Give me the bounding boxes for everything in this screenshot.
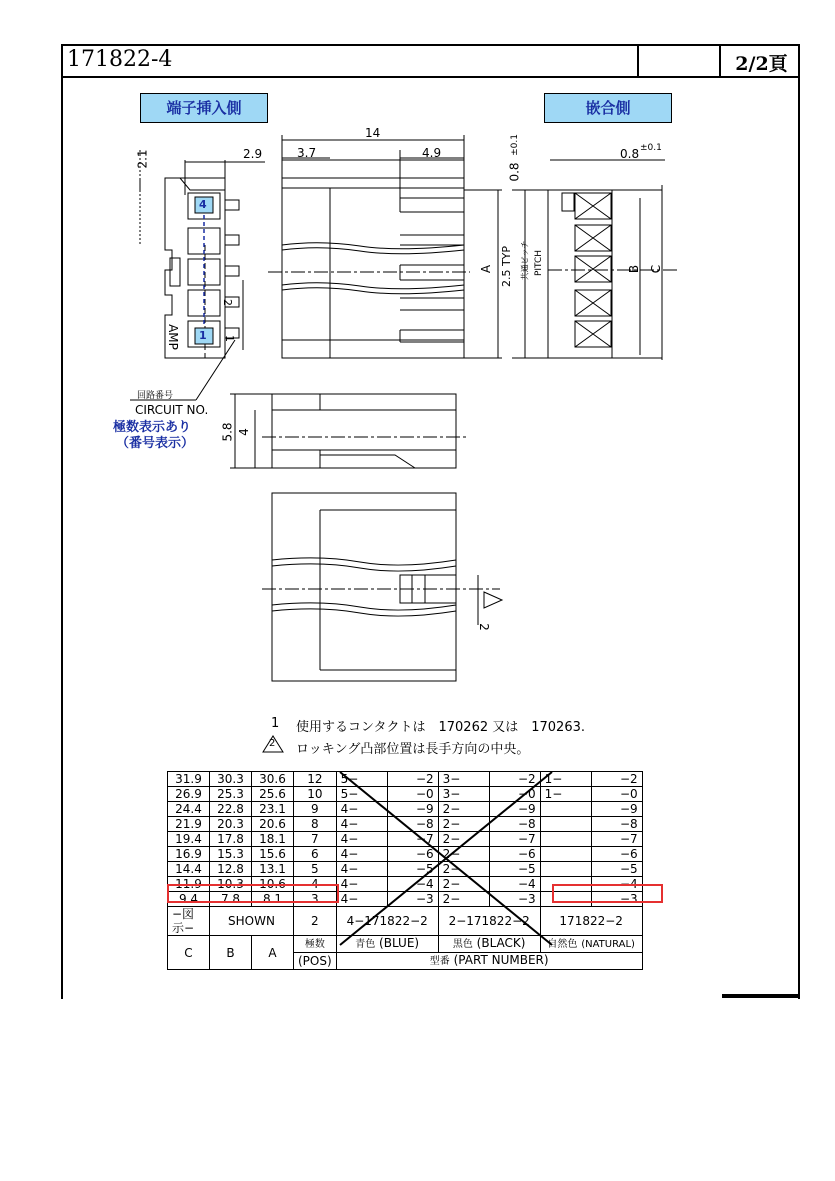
shown-pos: 2 xyxy=(294,907,337,936)
table-cell-n1 xyxy=(540,847,591,862)
table-cell-A: 13.1 xyxy=(252,862,294,877)
table-cell-A: 15.6 xyxy=(252,847,294,862)
table-cell-B: 10.3 xyxy=(210,877,252,892)
shown-black-part: 2−171822−2 xyxy=(438,907,540,936)
table-cell-B: 15.3 xyxy=(210,847,252,862)
circuit-2-label: 2 xyxy=(221,299,234,306)
circuit-4-marker: 4 xyxy=(199,198,207,211)
table-cell-k2: −7 xyxy=(489,832,540,847)
table-cell-b2: −2 xyxy=(387,772,438,787)
table-cell-k2: −4 xyxy=(489,877,540,892)
note-2-number: 2 xyxy=(269,738,276,749)
table-cell-pos: 8 xyxy=(294,817,337,832)
header-A-text: A xyxy=(268,945,277,960)
dim-0-8a: 0.8 xyxy=(507,162,522,182)
header-natural-text: 自然色 xyxy=(547,939,578,950)
table-cell-n2: −3 xyxy=(591,892,642,907)
table-header-row xyxy=(168,936,643,953)
header-C-text: C xyxy=(184,945,193,960)
table-cell-b1: 4− xyxy=(336,892,387,907)
circuit-1-marker: 1 xyxy=(199,329,207,342)
table-cell-pos: 9 xyxy=(294,802,337,817)
table-cell-pos: 6 xyxy=(294,847,337,862)
header-blue xyxy=(336,936,438,953)
table-cell-n1: 1− xyxy=(540,772,591,787)
circuit-display-note xyxy=(113,420,194,452)
page-number: 2/2頁 xyxy=(735,53,788,75)
table-cell-C: 26.9 xyxy=(168,787,210,802)
dim-2-1: 2.1 xyxy=(135,149,150,169)
table-cell-n2: −6 xyxy=(591,847,642,862)
header-natural xyxy=(540,936,642,953)
header-blue-text: (BLUE) xyxy=(379,936,420,950)
table-cell-k1: 2− xyxy=(438,892,489,907)
table-cell-k1: 2− xyxy=(438,877,489,892)
table-cell-k1: 2− xyxy=(438,817,489,832)
shown-blue-part: 4−171822−2 xyxy=(336,907,438,936)
header-natural-text: (NATURAL) xyxy=(581,939,635,950)
table-cell-C: 24.4 xyxy=(168,802,210,817)
table-cell-n1: 1− xyxy=(540,787,591,802)
pitch-en: PITCH xyxy=(534,249,545,277)
table-cell-b2: −7 xyxy=(387,832,438,847)
table-cell-C: 14.4 xyxy=(168,862,210,877)
shown-text: SHOWN xyxy=(210,907,294,936)
circuit-1-label: 1 xyxy=(223,335,236,342)
header-B xyxy=(210,936,252,970)
table-cell-pos: 12 xyxy=(294,772,337,787)
table-cell-pos: 4 xyxy=(294,877,337,892)
table-cell-k1: 2− xyxy=(438,862,489,877)
highlight-row-dims xyxy=(167,884,339,903)
table-cell-A: 30.6 xyxy=(252,772,294,787)
table-cell-pos: 5 xyxy=(294,862,337,877)
dim-5-8: 5.8 xyxy=(220,422,235,442)
table-cell-b2: −5 xyxy=(387,862,438,877)
pitch-jp: 共通ピッチ xyxy=(520,240,530,281)
table-cell-B: 30.3 xyxy=(210,772,252,787)
shown-natural-part: 171822−2 xyxy=(540,907,642,936)
table-cell-b1: 5− xyxy=(336,772,387,787)
table-cell-C: 9.4 xyxy=(168,892,210,907)
dim-14: 14 xyxy=(365,126,381,140)
table-cell-n2: −8 xyxy=(591,817,642,832)
table-cell-b1: 4− xyxy=(336,862,387,877)
dim-3-7: 3.7 xyxy=(297,146,317,160)
table-cell-b2: −9 xyxy=(387,802,438,817)
header-black-text: 黒色 xyxy=(452,939,473,950)
table-cell-n1 xyxy=(540,802,591,817)
mating-side-label: 嵌合側 xyxy=(544,93,672,123)
dim-C: C xyxy=(649,264,664,274)
table-cell-C: 16.9 xyxy=(168,847,210,862)
table-cell-C: 31.9 xyxy=(168,772,210,787)
dim-0-8b-tol: ±0.1 xyxy=(640,143,662,153)
table-row xyxy=(168,802,643,817)
header-C xyxy=(168,936,210,970)
table-cell-b1: 4− xyxy=(336,832,387,847)
table-cell-A: 20.6 xyxy=(252,817,294,832)
pitch-typ: 2.5 TYP xyxy=(500,245,514,288)
table-cell-b2: −8 xyxy=(387,817,438,832)
header-A xyxy=(252,936,294,970)
table-row xyxy=(168,862,643,877)
table-cell-C: 11.9 xyxy=(168,877,210,892)
table-cell-B: 25.3 xyxy=(210,787,252,802)
table-cell-k2: −5 xyxy=(489,862,540,877)
dim-4-9: 4.9 xyxy=(422,146,442,160)
amp-logo-text: AMP xyxy=(165,324,180,350)
table-cell-pos: 3 xyxy=(294,892,337,907)
table-cell-b2: −4 xyxy=(387,877,438,892)
dim-B: B xyxy=(627,264,642,274)
table-row xyxy=(168,832,643,847)
header-black-text: (BLACK) xyxy=(476,936,526,950)
header-pos-en-text: (POS) xyxy=(298,954,332,968)
dim-4: 4 xyxy=(236,428,251,436)
table-cell-b1: 4− xyxy=(336,817,387,832)
table-cell-n2: −4 xyxy=(591,877,642,892)
table-cell-k1: 3− xyxy=(438,772,489,787)
table-cell-n2: −5 xyxy=(591,862,642,877)
dim-2-9: 2.9 xyxy=(243,147,263,161)
table-cell-k1: 3− xyxy=(438,787,489,802)
table-cell-b2: −6 xyxy=(387,847,438,862)
table-cell-k2: −6 xyxy=(489,847,540,862)
table-cell-b1: 4− xyxy=(336,877,387,892)
header-pos-jp xyxy=(294,936,337,953)
table-cell-n2: −9 xyxy=(591,802,642,817)
table-cell-pos: 7 xyxy=(294,832,337,847)
table-cell-b1: 4− xyxy=(336,847,387,862)
header-pos-jp-text: 極数 xyxy=(304,939,325,950)
table-cell-A: 18.1 xyxy=(252,832,294,847)
table-cell-b2: −0 xyxy=(387,787,438,802)
table-cell-b2: −3 xyxy=(387,892,438,907)
circuit-no-jp: 回路番号 xyxy=(137,391,174,401)
table-cell-B: 17.8 xyxy=(210,832,252,847)
table-cell-B: 7.8 xyxy=(210,892,252,907)
note-2-text: ロッキング凸部位置は長手方向の中央。 xyxy=(296,742,530,757)
circuit-display-line1: 極数表示あり xyxy=(113,420,192,435)
part-number-table xyxy=(167,771,643,970)
header-part-number-text: 型番 xyxy=(429,956,450,967)
table-row xyxy=(168,772,643,787)
table-cell-n2: −0 xyxy=(591,787,642,802)
part-number: 171822-4 xyxy=(67,47,173,72)
table-cell-k2: −9 xyxy=(489,802,540,817)
dim-2: 2 xyxy=(476,623,491,631)
table-row xyxy=(168,787,643,802)
table-cell-b1: 5− xyxy=(336,787,387,802)
table-cell-k2: −3 xyxy=(489,892,540,907)
header-part-number-text: (PART NUMBER) xyxy=(453,953,549,967)
table-cell-C: 19.4 xyxy=(168,832,210,847)
shown-label: −図示− xyxy=(168,907,210,936)
header-part-number xyxy=(336,953,642,970)
table-cell-pos: 10 xyxy=(294,787,337,802)
table-cell-k1: 2− xyxy=(438,832,489,847)
table-row xyxy=(168,847,643,862)
table-cell-k1: 2− xyxy=(438,802,489,817)
table-cell-A: 23.1 xyxy=(252,802,294,817)
table-cell-B: 20.3 xyxy=(210,817,252,832)
table-cell-C: 21.9 xyxy=(168,817,210,832)
table-cell-k2: −2 xyxy=(489,772,540,787)
table-cell-n1 xyxy=(540,862,591,877)
table-cell-k1: 2− xyxy=(438,847,489,862)
insert-side-label: 端子挿入側 xyxy=(140,93,268,123)
table-cell-n1 xyxy=(540,817,591,832)
circuit-display-line2: （番号表示） xyxy=(116,436,195,451)
table-cell-A: 10.6 xyxy=(252,877,294,892)
note-1-number: 1 xyxy=(271,716,280,731)
header-blue-text: 青色 xyxy=(355,939,376,950)
table-cell-k2: −0 xyxy=(489,787,540,802)
circuit-no-en: CIRCUIT NO. xyxy=(135,403,209,417)
table-cell-n2: −2 xyxy=(591,772,642,787)
table-cell-A: 25.6 xyxy=(252,787,294,802)
dim-0-8b: 0.8 xyxy=(620,147,640,161)
note-1-text: 使用するコンタクトは 170262 又は 170263. xyxy=(296,720,585,735)
table-cell-B: 12.8 xyxy=(210,862,252,877)
header-black xyxy=(438,936,540,953)
highlight-row-natural xyxy=(552,884,663,903)
table-cell-A: 8.1 xyxy=(252,892,294,907)
header-B-text: B xyxy=(226,945,235,960)
table-cell-n2: −7 xyxy=(591,832,642,847)
header-pos-en xyxy=(294,953,337,970)
table-cell-B: 22.8 xyxy=(210,802,252,817)
dim-A: A xyxy=(479,264,494,274)
table-cell-n1 xyxy=(540,832,591,847)
table-cell-k2: −8 xyxy=(489,817,540,832)
table-row xyxy=(168,817,643,832)
dim-0-8a-tol: ±0.1 xyxy=(509,134,520,156)
table-row-shown xyxy=(168,907,643,936)
table-cell-b1: 4− xyxy=(336,802,387,817)
